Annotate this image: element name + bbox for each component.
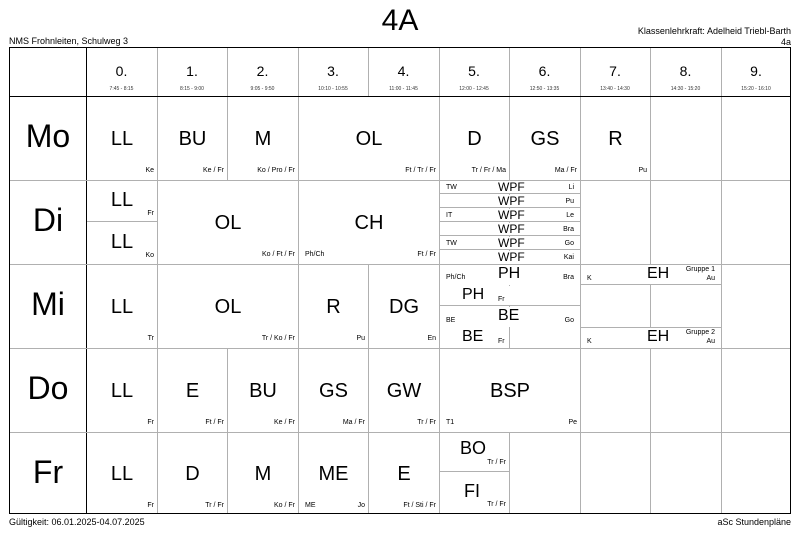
period-8-number: 8. <box>679 63 692 79</box>
lesson-subject: D <box>185 463 200 485</box>
lesson-mi-eh-1[interactable] <box>581 265 721 285</box>
day-label-mo: Mo <box>25 118 71 154</box>
lesson-di-wpf-2[interactable] <box>440 195 580 208</box>
lesson-subject: R <box>608 128 623 150</box>
lesson-subject: WPF <box>498 222 525 236</box>
lesson-subject: OL <box>214 212 242 234</box>
lesson-fr-4[interactable] <box>369 433 439 513</box>
lesson-subject: BE <box>462 328 484 345</box>
period-5-number: 5. <box>468 63 480 79</box>
lesson-subject: M <box>254 463 272 485</box>
lesson-mo-1[interactable] <box>158 97 227 180</box>
lesson-fr-fi[interactable] <box>440 473 509 513</box>
lesson-subject: PH <box>498 265 521 282</box>
lesson-subject: WPF <box>498 208 525 222</box>
lesson-teacher: Kai <box>563 254 574 261</box>
lesson-teacher: Bra <box>563 226 574 233</box>
lesson-di-wpf-4[interactable] <box>440 223 580 236</box>
lesson-teacher: Ko / Pro / Fr <box>257 167 295 174</box>
lesson-mi-1-2[interactable] <box>158 265 298 348</box>
lesson-mo-6[interactable] <box>510 97 580 180</box>
class-teacher-name: Klassenlehrkraft: Adelheid Triebl-Barth <box>637 26 791 36</box>
period-1-time: 8:15 - 9:00 <box>180 86 204 92</box>
lesson-mi-be-1[interactable] <box>440 307 580 327</box>
lesson-subject: WPF <box>498 194 525 208</box>
lesson-teacher: Ko <box>145 252 154 259</box>
lesson-subject: EH <box>647 265 670 282</box>
lesson-mi-ph-1[interactable] <box>440 265 580 285</box>
lesson-teacher: Pu <box>356 335 365 342</box>
lesson-subject: LL <box>110 380 134 402</box>
lesson-subject: WPF <box>498 180 525 194</box>
day-label-fr: Fr <box>32 454 64 490</box>
lesson-subject: GS <box>319 380 348 402</box>
period-4-time: 11:00 - 11:45 <box>389 86 418 92</box>
lesson-do-4[interactable] <box>369 349 439 432</box>
lesson-teacher: Tr / Fr <box>487 459 506 466</box>
lesson-room: TW <box>446 240 457 247</box>
lesson-teacher: Go <box>564 240 574 247</box>
lesson-subject: LL <box>110 296 134 318</box>
lesson-di-3-4[interactable] <box>299 181 439 264</box>
class-teacher <box>638 26 791 48</box>
lesson-do-0[interactable] <box>87 349 157 432</box>
period-4-number: 4. <box>397 63 410 79</box>
lesson-subject: BSP <box>489 380 531 402</box>
lesson-teacher: Fr <box>498 296 505 303</box>
lesson-teacher: Ko / Ft / Fr <box>261 251 295 258</box>
validity-text: Gültigkeit: 06.01.2025-04.07.2025 <box>9 517 145 527</box>
lesson-room: ME <box>305 502 316 509</box>
lesson-teacher: Ke <box>145 167 154 174</box>
lesson-teacher: Ko / Fr <box>273 502 295 509</box>
day-label-do: Do <box>27 370 69 406</box>
lesson-fr-3[interactable] <box>299 433 368 513</box>
lesson-do-5-6[interactable] <box>440 349 580 432</box>
lesson-subject: EH <box>647 328 670 345</box>
class-code: 4a <box>780 37 791 47</box>
period-7-number: 7. <box>609 63 621 79</box>
lesson-teacher: Tr / Ko / Fr <box>261 335 295 342</box>
period-0-time: 7:45 - 8:15 <box>109 86 134 92</box>
period-6-time: 12:50 - 13:35 <box>529 86 560 92</box>
lesson-teacher: Li <box>568 184 574 191</box>
lesson-subject: R <box>326 296 341 318</box>
lesson-teacher: Le <box>566 212 574 219</box>
period-2-time: 9:05 - 9:50 <box>250 86 275 92</box>
lesson-subject: E <box>185 380 200 402</box>
lesson-teacher: Fr <box>147 419 154 426</box>
lesson-do-3[interactable] <box>299 349 368 432</box>
lesson-teacher: En <box>427 335 436 342</box>
lesson-di-wpf-1[interactable] <box>440 181 580 194</box>
lesson-teacher: Ft / Tr / Fr <box>405 167 436 174</box>
lesson-mi-3[interactable] <box>299 265 368 348</box>
lesson-teacher: Pe <box>568 419 577 426</box>
lesson-group: Gruppe 1 <box>685 266 715 273</box>
lesson-mo-3-4[interactable] <box>299 97 439 180</box>
lesson-subject: BE <box>498 307 520 324</box>
lesson-teacher: Tr / Fr <box>487 501 506 508</box>
lesson-subject: E <box>397 463 411 485</box>
lesson-room: Ph/Ch <box>446 274 466 281</box>
lesson-teacher: Au <box>706 338 715 345</box>
lesson-teacher: Ft / Fr <box>417 251 436 258</box>
lesson-mi-4[interactable] <box>369 265 439 348</box>
lesson-teacher: Tr / Fr / Ma <box>471 167 506 174</box>
lesson-mi-be-2[interactable] <box>440 328 509 348</box>
lesson-teacher: Ke / Fr <box>202 167 224 174</box>
lesson-subject: DG <box>389 296 419 318</box>
lesson-room: BE <box>446 317 456 324</box>
lesson-subject: LL <box>110 189 134 211</box>
lesson-teacher: Au <box>706 275 715 282</box>
lesson-di-wpf-5[interactable] <box>440 237 580 250</box>
lesson-teacher: Pu <box>638 167 647 174</box>
lesson-mi-0[interactable] <box>87 265 157 348</box>
lesson-fr-1[interactable] <box>158 433 227 513</box>
lesson-subject: CH <box>354 212 384 234</box>
period-7-time: 13:40 - 14:30 <box>600 86 630 92</box>
lesson-subject: OL <box>214 296 242 318</box>
period-8-time: 14:30 - 15:20 <box>670 86 701 92</box>
lesson-teacher: Fr <box>147 210 154 217</box>
day-label-mi: Mi <box>31 286 65 322</box>
lesson-fr-2[interactable] <box>228 433 298 513</box>
lesson-subject: ME <box>318 463 349 485</box>
lesson-subject: M <box>254 128 272 150</box>
class-title: 4A <box>381 4 419 37</box>
period-3-time: 10:10 - 10:55 <box>318 86 348 92</box>
lesson-teacher: Tr <box>147 335 154 342</box>
lesson-fr-bo[interactable] <box>440 433 509 472</box>
period-6-number: 6. <box>538 63 551 79</box>
lesson-fr-0[interactable] <box>87 433 157 513</box>
lesson-teacher: Fr <box>498 338 505 345</box>
lesson-room: K <box>587 338 592 345</box>
lesson-subject: BU <box>178 128 207 150</box>
lesson-mo-0[interactable] <box>87 97 157 180</box>
lesson-teacher: Bra <box>563 274 574 281</box>
lesson-di-wpf-6[interactable] <box>440 251 580 264</box>
lesson-teacher: Tr / Fr <box>417 419 436 426</box>
lesson-di-0a[interactable] <box>87 181 157 222</box>
lesson-room: T1 <box>446 419 455 426</box>
lesson-mo-7[interactable] <box>581 97 650 180</box>
lesson-mo-5[interactable] <box>440 97 509 180</box>
lesson-do-1[interactable] <box>158 349 227 432</box>
lesson-subject: OL <box>355 128 383 150</box>
period-5-time: 12:00 - 12:45 <box>459 86 489 92</box>
lesson-subject: WPF <box>498 250 525 264</box>
lesson-teacher: Ft / Fr <box>205 419 224 426</box>
lesson-subject: D <box>467 128 482 150</box>
period-2-number: 2. <box>256 63 269 79</box>
school-name: NMS Frohnleiten, Schulweg 3 <box>9 36 129 46</box>
period-9-number: 9. <box>750 63 762 79</box>
lesson-teacher: Jo <box>357 502 365 509</box>
lesson-mi-ph-2[interactable] <box>440 286 580 306</box>
lesson-subject: BO <box>460 438 487 458</box>
lesson-room: TW <box>446 184 457 191</box>
lesson-do-2[interactable] <box>228 349 298 432</box>
brand-text: aSc Stundenpläne <box>717 517 791 527</box>
lesson-teacher: Ma / Fr <box>342 419 365 426</box>
lesson-subject: FI <box>464 481 480 501</box>
day-label-di: Di <box>32 202 64 238</box>
lesson-teacher: Fr <box>147 502 154 509</box>
lesson-subject: GW <box>386 380 422 402</box>
lesson-di-0b[interactable] <box>87 223 157 264</box>
lesson-teacher: Ke / Fr <box>273 419 295 426</box>
lesson-room: Ph/Ch <box>305 251 325 258</box>
lesson-di-wpf-3[interactable] <box>440 209 580 222</box>
period-0-number: 0. <box>115 63 128 79</box>
lesson-subject: PH <box>462 286 485 303</box>
lesson-subject: LL <box>110 128 134 150</box>
period-3-number: 3. <box>327 63 339 79</box>
period-1-number: 1. <box>186 63 198 79</box>
lesson-di-1-2[interactable] <box>158 181 298 264</box>
lesson-teacher: Go <box>564 317 574 324</box>
lesson-teacher: Pu <box>565 198 574 205</box>
lesson-group: Gruppe 2 <box>685 329 715 336</box>
lesson-room: K <box>587 275 592 282</box>
timetable-grid <box>9 47 791 514</box>
lesson-mo-2[interactable] <box>228 97 298 180</box>
lesson-subject: LL <box>110 231 134 253</box>
lesson-mi-eh-2[interactable] <box>581 327 721 348</box>
period-9-time: 15:20 - 16:10 <box>741 86 771 92</box>
lesson-teacher: Ft / Sti / Fr <box>403 502 436 509</box>
lesson-teacher: Tr / Fr <box>205 502 224 509</box>
lesson-subject: GS <box>530 128 560 150</box>
lesson-room: IT <box>446 212 453 219</box>
lesson-subject: BU <box>249 380 277 402</box>
lesson-teacher: Ma / Fr <box>554 167 577 174</box>
lesson-subject: WPF <box>498 236 525 250</box>
lesson-subject: LL <box>110 463 134 485</box>
